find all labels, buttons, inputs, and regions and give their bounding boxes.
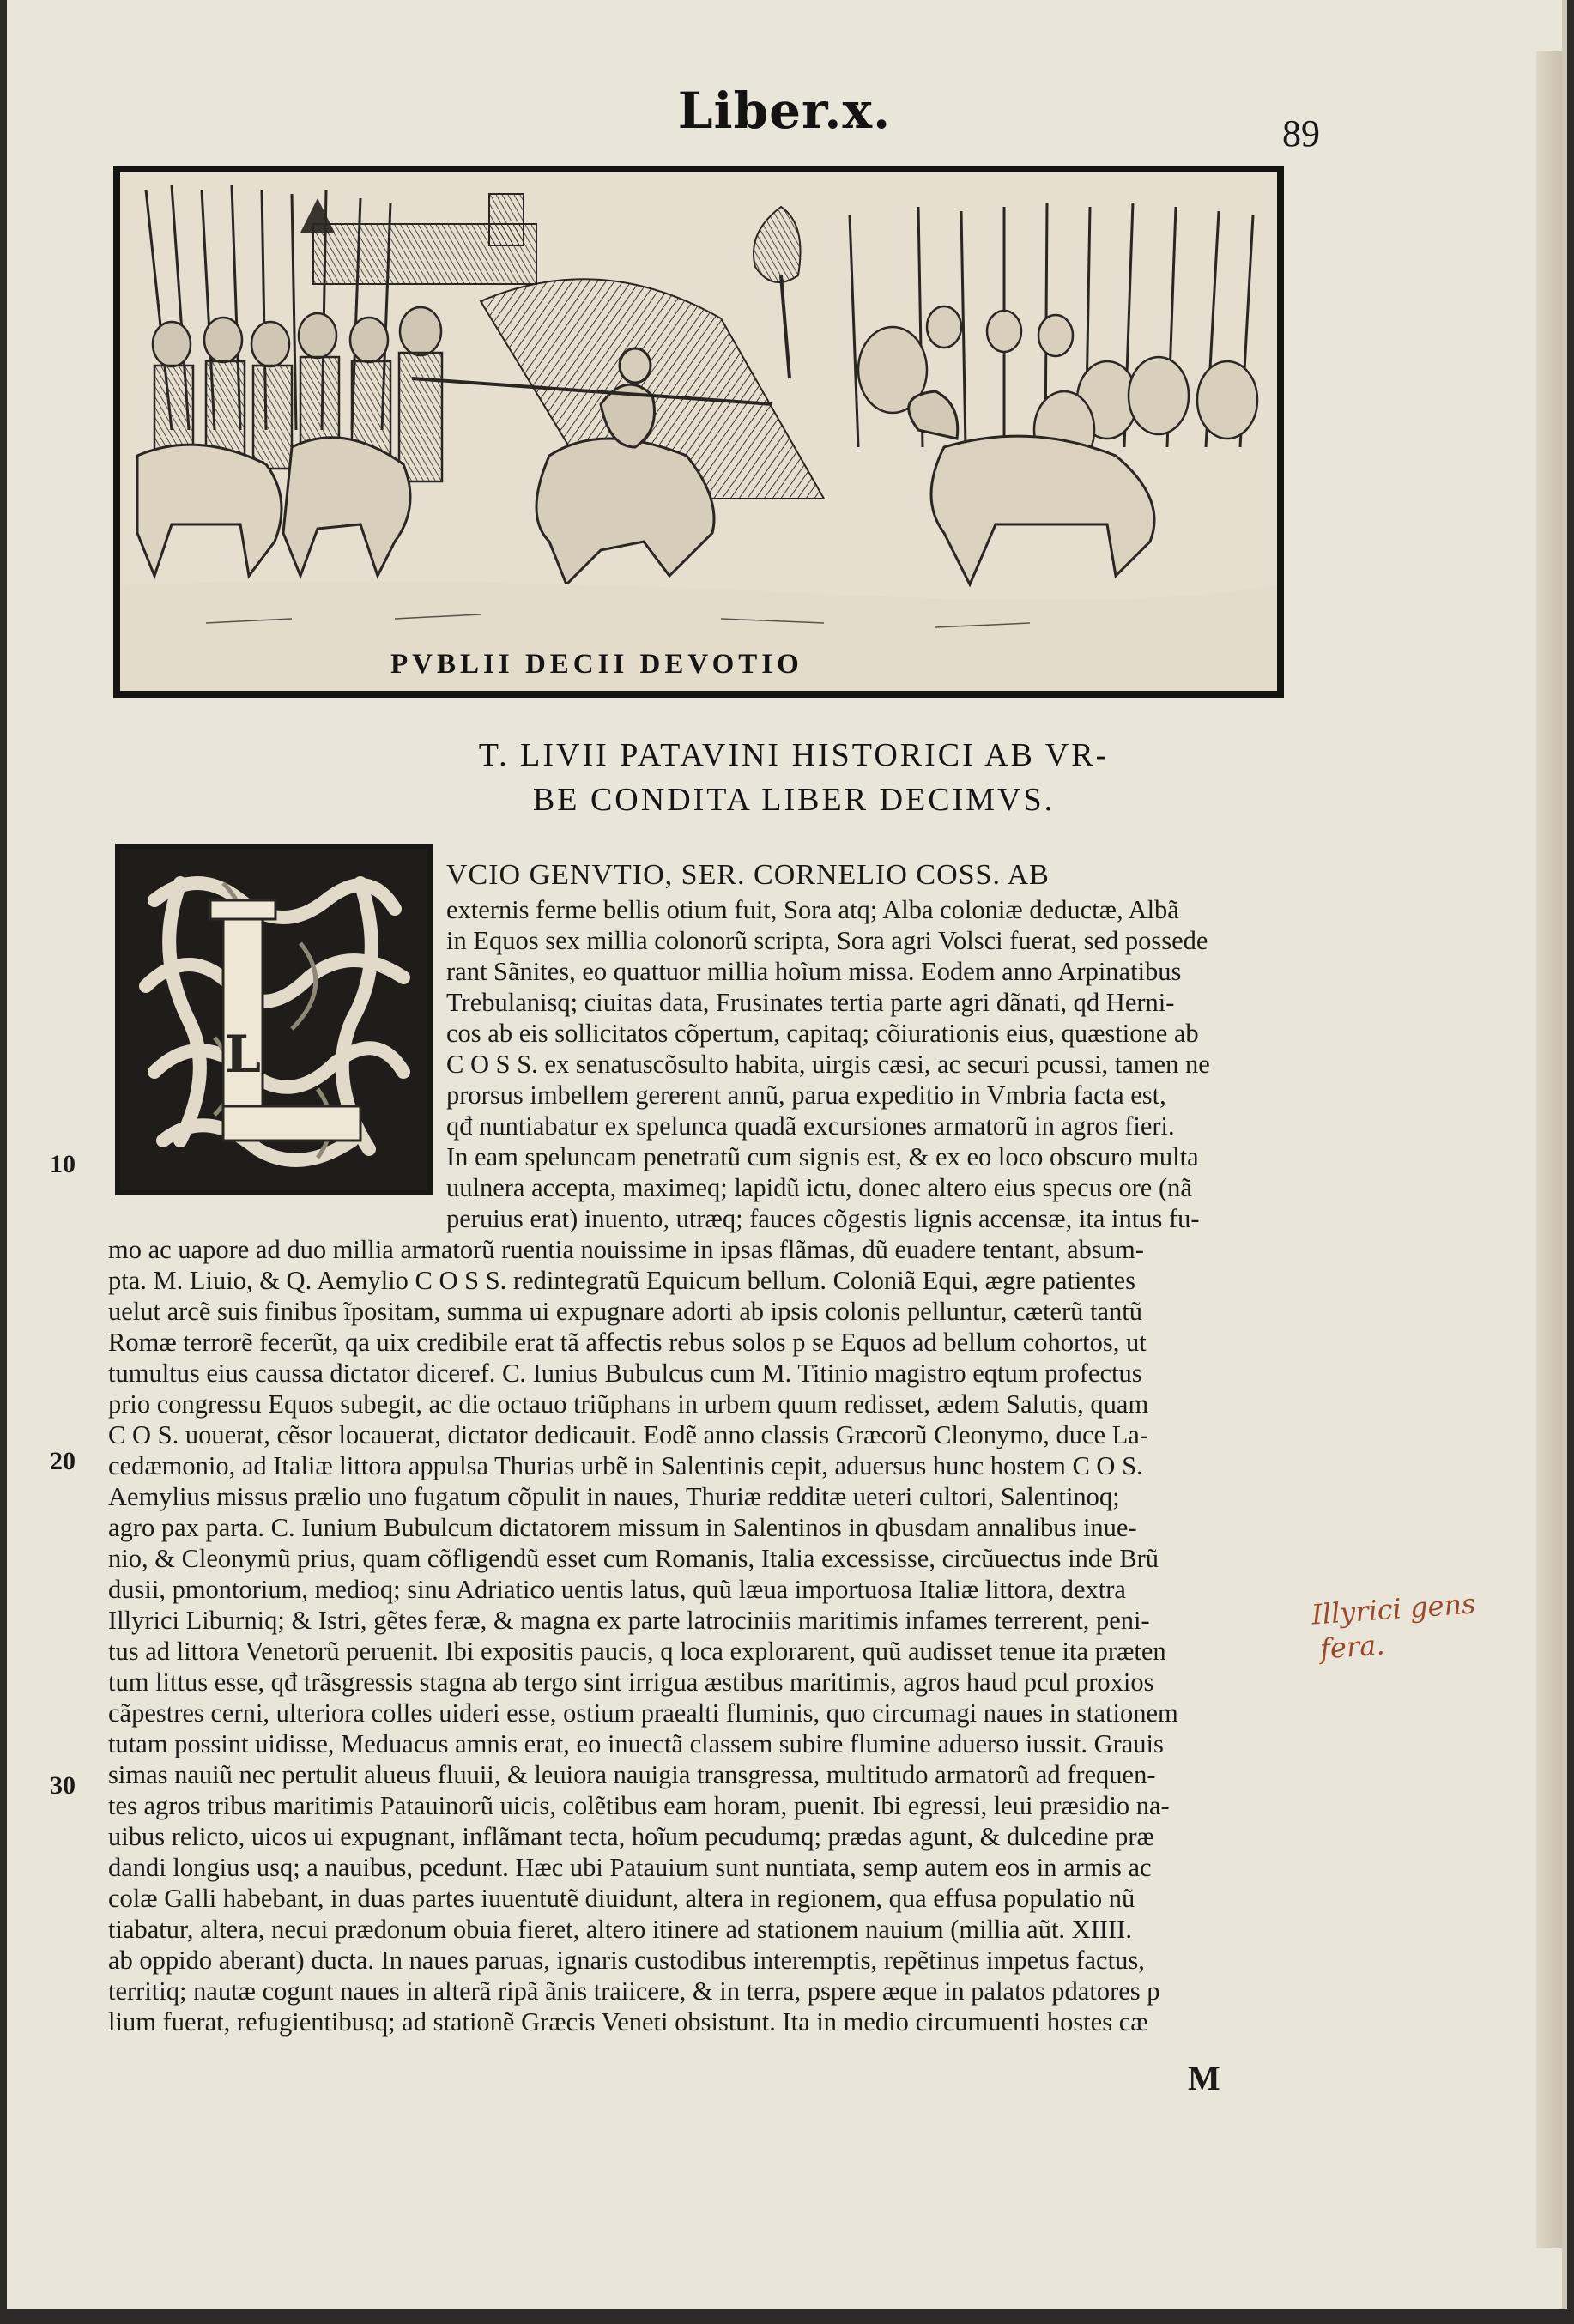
book-page [7,0,1567,2309]
text-line: Romæ terrorẽ fecerũt, qa uix credibile erat tã affectis rebus solos p se Equos ad bellum cohortos, ut [108,1328,1147,1357]
first-line: VCIO GENVTIO, SER. CORNELIO COSS. AB [446,859,1050,891]
text-line: Trebulanisq; ciuitas data, Frusinates tertia parte agri dãnati, qđ Herni- [446,988,1175,1017]
text-line: externis ferme bellis otium fuit, Sora atq; Alba coloniæ deductæ, Albã [446,895,1179,924]
text-line: mo ac uapore ad duo millia armatorũ ruentia nouissime in ipsas flãmas, dũ euadere tentant, absum- [108,1235,1144,1264]
text-line: prio congressu Equos subegit, ac die octauo triũphans in urbem quum redisset, ædem Salutis, quam [108,1389,1149,1419]
running-head: Liber.x. [677,82,892,140]
battle-scene-engraving [120,172,1277,691]
text-line: dusii, pmontorium, medioq; sinu Adriatico uentis latus, quũ læua importuosa Italiæ littora, dextra [108,1575,1126,1604]
book-title-line-2: BE CONDITA LIBER DECIMVS. [532,782,1056,818]
page-edge [1536,51,1562,2248]
text-line: cos ab eis sollicitatos cõpertum, capitaq; cõiurationis eius, quæstione ab [446,1019,1199,1048]
text-line: C O S. uouerat, cẽsor locauerat, dictator dedicauit. Eodẽ anno classis Græcorũ Cleonymo, duce La- [108,1420,1148,1449]
text-line: agro pax parta. C. Iunium Bubulcum dictatorem missum in Salentinos in qbusdam annalibus inue- [108,1513,1137,1542]
text-line: ab oppido aberant) ducta. In naues paruas, ignaris custodibus interemptis, repẽtinus impetus factus, [108,1946,1145,1975]
signature-mark: M [1188,2059,1220,2097]
text-line: rant Sãnites, eo quattuor millia hoĩum missa. Eodem anno Arpinatibus [446,957,1182,986]
text-line: tes agros tribus maritimis Patauinorũ uicis, colẽtibus eam horam, puenit. Ibi egressi, leui præsidio na- [108,1791,1170,1820]
text-line: cedæmonio, ad Italiæ littora appulsa Thurias urbẽ in Salentinis cepit, aduersus hunc hostem C O S. [108,1451,1143,1480]
text-line: Illyrici Liburniq; & Istri, gẽtes feræ, & magna ex parte latrociniis maritimis infames terrerent, peni- [108,1606,1150,1635]
woodcut-illustration [113,166,1284,698]
text-line: tiabatur, altera, necui prædonum obuia fieret, altero itinere ad stationem nauium (millia aũt. XIIII. [108,1915,1132,1944]
text-line: C O S S. ex senatuscõsulto habita, uirgis cæsi, ac securi pcussi, tamen ne [446,1050,1210,1079]
handwritten-annotation: Illyrici gens [1310,1587,1477,1631]
text-line: cãpestres cerni, ulteriora colles uideri esse, ostium praealti fluminis, quo circumagi naues in stationem [108,1698,1178,1728]
text-line: Aemylius missus prælio uno fugatum cõpulit in naues, Thuriæ redditæ ueteri cultori, Salentinoq; [108,1482,1120,1511]
text-line: In eam speluncam penetratũ cum signis est, & ex eo loco obscuro multa [446,1142,1199,1171]
margin-line-number: 10 [50,1150,76,1178]
text-line: simas nauiũ nec pertulit alueus fluuii, & leuiora nauigia transgressa, multitudo armatorũ ad frequen- [108,1760,1156,1789]
text-line: colæ Galli habebant, in duas partes iuuentutẽ diuidunt, altera in regionem, qua effusa populatio nũ [108,1884,1135,1913]
text-line: uelut arcẽ suis finibus ĩpositam, summa ui expugnare adorti ab ipsis colonis pelluntur, cæterũ tantũ [108,1297,1142,1326]
text-line: dandi longius usq; a nauibus, pcedunt. Hæc ubi Patauium sunt nuntiata, semp autem eos in armis ac [108,1853,1152,1882]
text-line: uulnera accepta, maximeq; lapidũ ictu, donec altero eius specus ore (nã [446,1173,1192,1202]
text-line: nio, & Cleonymũ prius, quam cõfligendũ esset cum Romanis, Italia excessisse, circũuectus inde Brũ [108,1544,1159,1573]
margin-line-number: 30 [50,1771,76,1800]
page-number: 89 [1282,112,1320,154]
text-line: lium fuerat, refugientibusq; ad stationẽ Græcis Veneti obsistunt. Ita in medio circumuenti hostes cæ [108,2007,1148,2037]
text-line: prorsus imbellem gererent annũ, parua expeditio in Vmbria facta est, [446,1080,1166,1110]
text-line: tum littus esse, qđ trãsgressis stagna ab tergo sint irrigua æstibus maritimis, agros haud pcul proxios [108,1667,1154,1697]
text-line: pta. M. Liuio, & Q. Aemylio C O S S. redintegratũ Equicum bellum. Coloniã Equi, ægre patientes [108,1266,1135,1295]
handwritten-annotation: fera. [1318,1628,1386,1666]
decorated-initial [115,844,433,1195]
margin-line-number: 20 [50,1447,76,1475]
initial-letter-ornament [120,849,427,1190]
book-title-line-1: T. LIVII PATAVINI HISTORICI AB VR- [478,737,1110,773]
text-line: tumultus eius caussa dictator diceref. C. Iunius Bubulcus cum M. Titinio magistro eqtum profectus [108,1359,1142,1388]
text-line: peruius erat) inuento, utræq; fauces cõgestis lignis accensæ, ita intus fu- [446,1204,1200,1233]
initial-letter-glyph: L [224,1025,262,1085]
text-line: in Equos sex millia colonorũ scripta, Sora agri Volsci fuerat, sed possede [446,926,1208,955]
woodcut-caption: PVBLII DECII DEVOTIO [390,649,803,680]
text-line: tus ad littora Venetorũ peruenit. Ibi expositis paucis, q loca explorarent, quũ audisset tenue ita præten [108,1637,1166,1666]
text-line: uibus relicto, uicos ui expugnant, inflãmant tecta, hoĩum pecudumq; prædas agunt, & dulcedine præ [108,1822,1154,1851]
text-line: tutam possint uidisse, Meduacus amnis erat, eo inuectã classem subire flumine aduerso iussit. Grauis [108,1729,1164,1758]
text-line: territiq; nautæ cogunt naues in alterã ripã ãnis traiicere, & in terra, pspere æque in palatos pdatores p [108,1976,1160,2006]
text-line: qđ nuntiabatur ex spelunca quadã excursiones armatorũ in agros fieri. [446,1111,1175,1141]
